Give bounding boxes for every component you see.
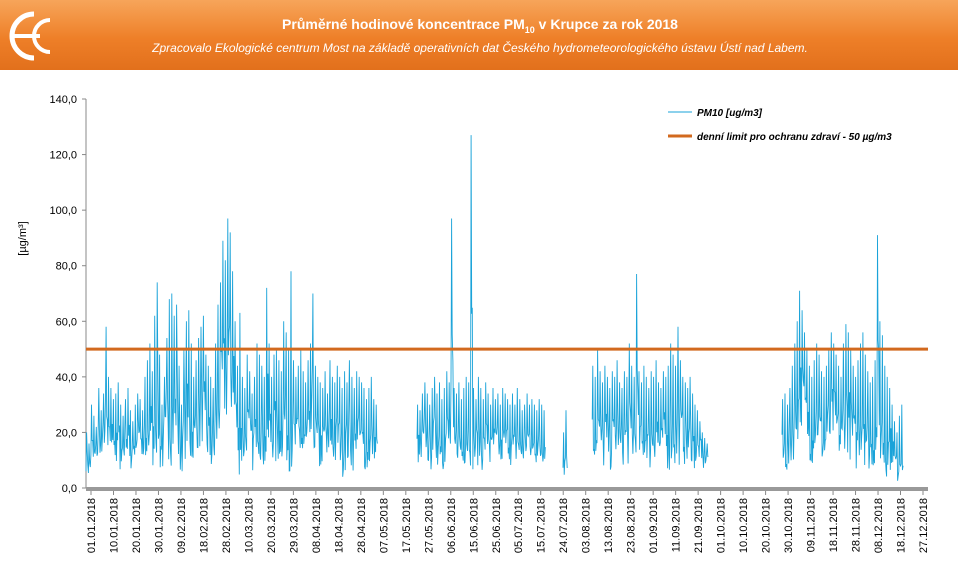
x-tick-label: 15.07.2018 xyxy=(535,498,548,554)
y-axis-label: [µg/m³] xyxy=(17,221,29,256)
x-axis xyxy=(86,489,930,553)
y-axis xyxy=(49,94,86,495)
x-tick-label: 30.10.2018 xyxy=(783,498,796,554)
x-tick-label: 29.03.2018 xyxy=(288,498,301,554)
x-tick-label: 10.10.2018 xyxy=(738,498,751,554)
x-tick-label: 27.05.2018 xyxy=(423,498,436,554)
x-tick-label: 20.10.2018 xyxy=(760,498,773,554)
header-banner xyxy=(0,0,958,70)
x-tick-label: 10.03.2018 xyxy=(243,498,256,554)
x-tick-label: 18.11.2018 xyxy=(828,498,841,553)
x-tick-label: 28.04.2018 xyxy=(355,498,368,554)
x-tick-label: 17.05.2018 xyxy=(400,498,413,554)
x-tick-label: 09.11.2018 xyxy=(805,498,818,553)
x-tick-label: 06.06.2018 xyxy=(445,498,458,554)
x-tick-label: 13.08.2018 xyxy=(603,498,616,554)
chart-subtitle: Zpracovalo Ekologické centrum Most na základě operativních dat Českého hydrometeorologického ústavu Ústí nad Labem. xyxy=(152,41,808,55)
x-tick-label: 30.01.2018 xyxy=(153,498,166,554)
x-tick-label: 01.10.2018 xyxy=(715,498,728,554)
ec-logo xyxy=(4,6,66,66)
x-tick-label: 11.09.2018 xyxy=(670,498,683,553)
x-tick-label: 08.12.2018 xyxy=(873,498,886,554)
y-tick-label: 120,0 xyxy=(49,149,77,162)
x-tick-label: 08.04.2018 xyxy=(310,498,323,554)
chart-title: Průměrné hodinové koncentrace $PM_{10}$ v Krupce za rok 2018 xyxy=(282,16,678,35)
y-tick-label: 40,0 xyxy=(55,371,77,384)
x-tick-label: 20.01.2018 xyxy=(130,498,143,554)
x-tick-label: 09.02.2018 xyxy=(175,498,188,554)
x-tick-label: 18.02.2018 xyxy=(198,498,211,554)
x-tick-label: 18.04.2018 xyxy=(333,498,346,554)
x-tick-label: 01.09.2018 xyxy=(648,498,661,554)
x-tick-label: 20.03.2018 xyxy=(265,498,278,554)
legend-limit-label: denní limit pro ochranu zdraví - 50 µg/m3 xyxy=(697,132,892,143)
x-tick-label: 24.07.2018 xyxy=(558,498,571,554)
x-tick-label: 27.12.2018 xyxy=(918,498,930,554)
y-tick-label: 0,0 xyxy=(61,483,77,495)
x-tick-label: 23.08.2018 xyxy=(625,498,638,554)
x-tick-label: 01.01.2018 xyxy=(86,498,98,554)
y-tick-label: 80,0 xyxy=(55,260,77,273)
x-tick-label: 03.08.2018 xyxy=(580,498,593,554)
series-pm10 xyxy=(86,135,903,481)
x-tick-label: 25.06.2018 xyxy=(490,497,503,554)
y-tick-label: 140,0 xyxy=(49,94,77,106)
x-tick-label: 18.12.2018 xyxy=(895,498,908,554)
x-tick-label: 15.06.2018 xyxy=(468,498,481,554)
x-tick-label: 28.02.2018 xyxy=(220,498,233,554)
y-tick-label: 100,0 xyxy=(49,205,77,218)
pm10-line xyxy=(86,135,903,481)
x-tick-label: 05.07.2018 xyxy=(513,498,526,554)
y-tick-label: 60,0 xyxy=(55,316,77,329)
x-tick-label: 07.05.2018 xyxy=(378,498,391,554)
legend-pm10-label: PM10 [ug/m3] xyxy=(697,108,763,119)
x-tick-label: 21.09.2018 xyxy=(693,498,706,554)
chart-area xyxy=(0,70,958,574)
legend xyxy=(668,108,892,143)
y-tick-label: 20,0 xyxy=(55,427,77,440)
x-tick-label: 28.11.2018 xyxy=(850,498,863,553)
x-tick-label: 10.01.2018 xyxy=(108,498,121,554)
